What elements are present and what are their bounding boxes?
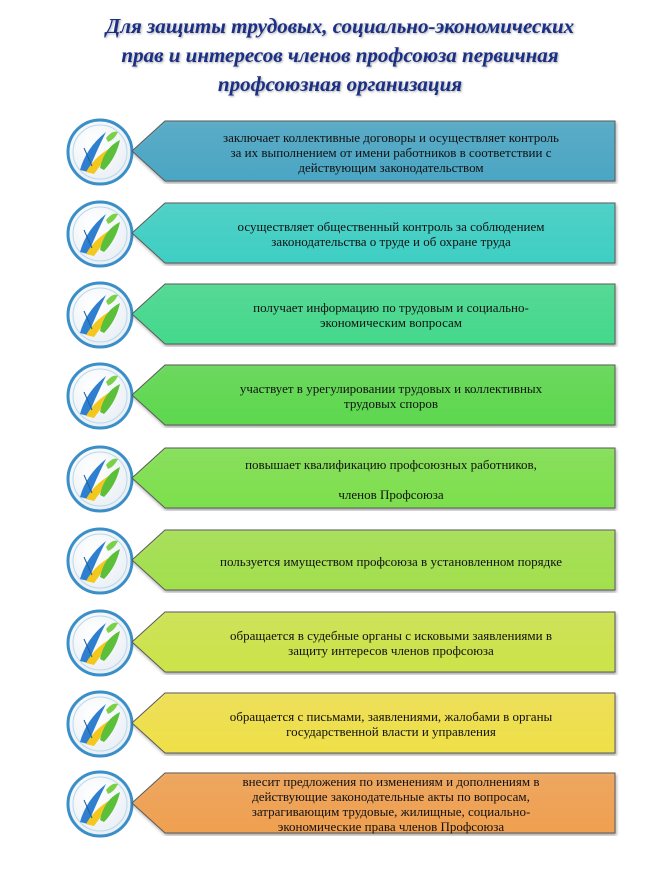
function-row: [0, 445, 649, 515]
function-arrow: [131, 447, 619, 511]
function-arrow: [131, 120, 619, 184]
function-row: [0, 200, 649, 270]
union-logo-icon: [66, 527, 134, 595]
function-arrow: [131, 202, 619, 266]
union-logo-icon: [66, 118, 134, 186]
function-text: пользуется имуществом профсоюза в установленном порядке: [220, 553, 562, 569]
union-logo-icon: [66, 690, 134, 758]
title-line: профсоюзная организация: [217, 72, 463, 96]
function-text: обращается в судебные органы с исковыми заявлениями в защиту интересов членов профсоюза: [230, 628, 552, 658]
function-row: [0, 690, 649, 760]
function-arrow: [131, 283, 619, 347]
function-text: осуществляет общественный контроль за соблюдением законодательства о труде и об охране труда: [237, 219, 545, 249]
function-arrow: [131, 692, 619, 756]
title-line: прав и интересов членов профсоюза первичная: [121, 43, 559, 67]
union-logo-icon: [66, 362, 134, 430]
function-row: [0, 118, 649, 188]
function-row: [0, 770, 649, 840]
function-text: получает информацию по трудовым и социально- экономическим вопросам: [253, 300, 529, 330]
function-row: [0, 362, 649, 432]
title-line: Для защиты трудовых, социально-экономических: [105, 14, 575, 38]
union-logo-icon: [66, 770, 134, 838]
function-text: внесит предложения по изменениям и дополнениям в действующие законодательные акты по вопросам, затрагивающим трудовые, жилищные, социально- экономические права членов Профсоюза: [242, 774, 540, 834]
function-text: обращается с письмами, заявлениями, жалобами в органы государственной власти и управления: [229, 709, 553, 739]
function-row: [0, 609, 649, 679]
function-arrow: [131, 364, 619, 428]
function-arrow: [131, 772, 619, 836]
union-logo-icon: [66, 609, 134, 677]
function-arrow: [131, 611, 619, 675]
function-text: заключает коллективные договоры и осуществляет контроль за их выполнением от имени работников в соответствии с действующим законодательством: [223, 129, 559, 175]
function-text: участвует в урегулировании трудовых и коллективных трудовых споров: [239, 381, 543, 411]
function-row: [0, 527, 649, 597]
union-logo-icon: [66, 445, 134, 513]
page-title: [60, 12, 620, 99]
function-arrow: [131, 529, 619, 593]
union-logo-icon: [66, 200, 134, 268]
function-row: [0, 281, 649, 351]
union-logo-icon: [66, 281, 134, 349]
function-text: повышает квалификацию профсоюзных работников, членов Профсоюза: [245, 456, 537, 502]
